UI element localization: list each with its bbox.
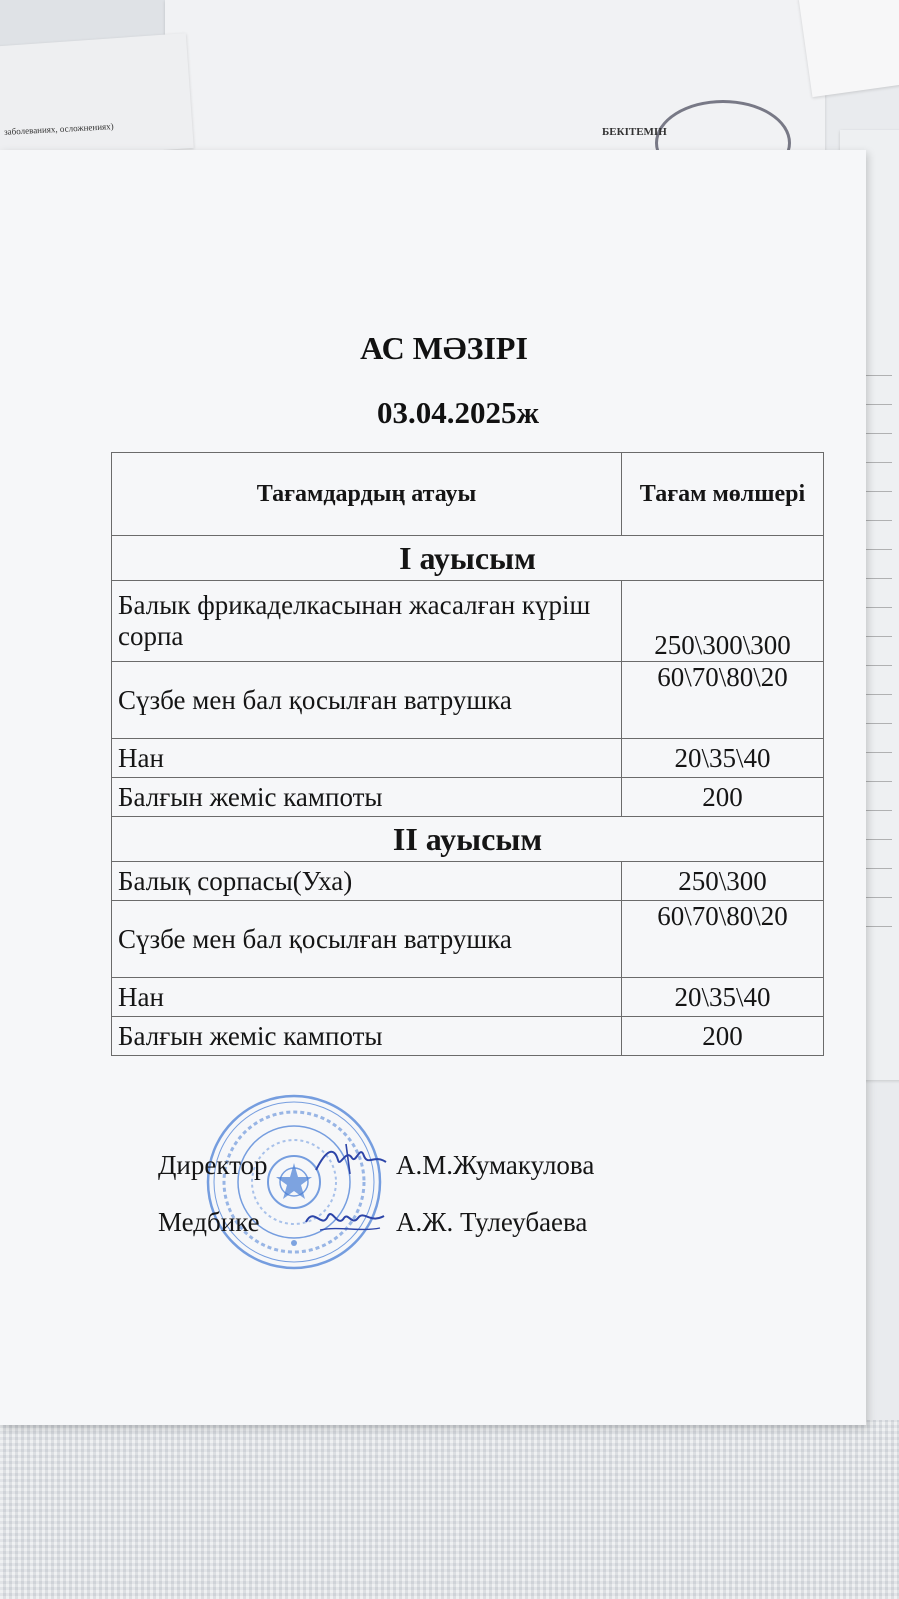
header-portion: Тағам мөлшері (622, 453, 824, 536)
table-row (112, 978, 824, 1017)
shift-label: I ауысым (112, 536, 824, 581)
dish-name: Балғын жеміс кампоты (112, 1017, 622, 1056)
dish-name: Балғын жеміс кампоты (112, 778, 622, 817)
background-paper-text: заболеваниях, осложнениях) (3, 121, 114, 137)
background-paper (799, 0, 899, 97)
dish-portion: 20\35\40 (622, 739, 824, 778)
background-paper-heading: БЕКІТЕМІН (602, 126, 667, 138)
dish-name: Сүзбе мен бал қосылған ватрушка (112, 901, 622, 978)
menu-sheet (0, 150, 866, 1425)
signature-role: Директор (158, 1150, 268, 1180)
shift-row (112, 817, 824, 862)
header-dish-name: Тағамдардың атауы (112, 453, 622, 536)
document-date: 03.04.2025ж (377, 395, 539, 430)
document-title: АС МӘЗІРІ (360, 330, 528, 366)
dish-name: Сүзбе мен бал қосылған ватрушка (112, 662, 622, 739)
official-stamp-icon (205, 1093, 383, 1271)
signature-row-nurse (158, 1207, 587, 1238)
shift-label: II ауысым (112, 817, 824, 862)
signature-name: А.М.Жумакулова (396, 1150, 595, 1180)
dish-portion: 200 (622, 778, 824, 817)
table-row (112, 739, 824, 778)
shift-row (112, 536, 824, 581)
dish-name: Нан (112, 739, 622, 778)
background-form-lines (862, 355, 892, 955)
dish-name: Балык фрикаделкасынан жасалған күріш сорпа (112, 581, 622, 662)
table-row (112, 1017, 824, 1056)
signature-role: Медбике (158, 1207, 260, 1237)
dish-portion: 20\35\40 (622, 978, 824, 1017)
dish-portion: 250\300 (622, 862, 824, 901)
dish-portion: 60\70\80\20 (622, 662, 824, 739)
table-row (112, 862, 824, 901)
background-paper (0, 33, 194, 162)
signature-name: А.Ж. Тулеубаева (396, 1207, 588, 1237)
table-header-row (112, 453, 824, 536)
dish-name: Нан (112, 978, 622, 1017)
dish-portion: 250\300\300 (622, 581, 824, 662)
dish-name: Балық сорпасы(Уха) (112, 862, 622, 901)
table-row (112, 662, 824, 739)
menu-table (111, 452, 824, 1056)
table-row (112, 581, 824, 662)
dish-portion: 200 (622, 1017, 824, 1056)
fabric-surface (0, 1420, 899, 1599)
dish-portion: 60\70\80\20 (622, 901, 824, 978)
table-row (112, 778, 824, 817)
signature-row-director (158, 1150, 594, 1181)
table-row (112, 901, 824, 978)
